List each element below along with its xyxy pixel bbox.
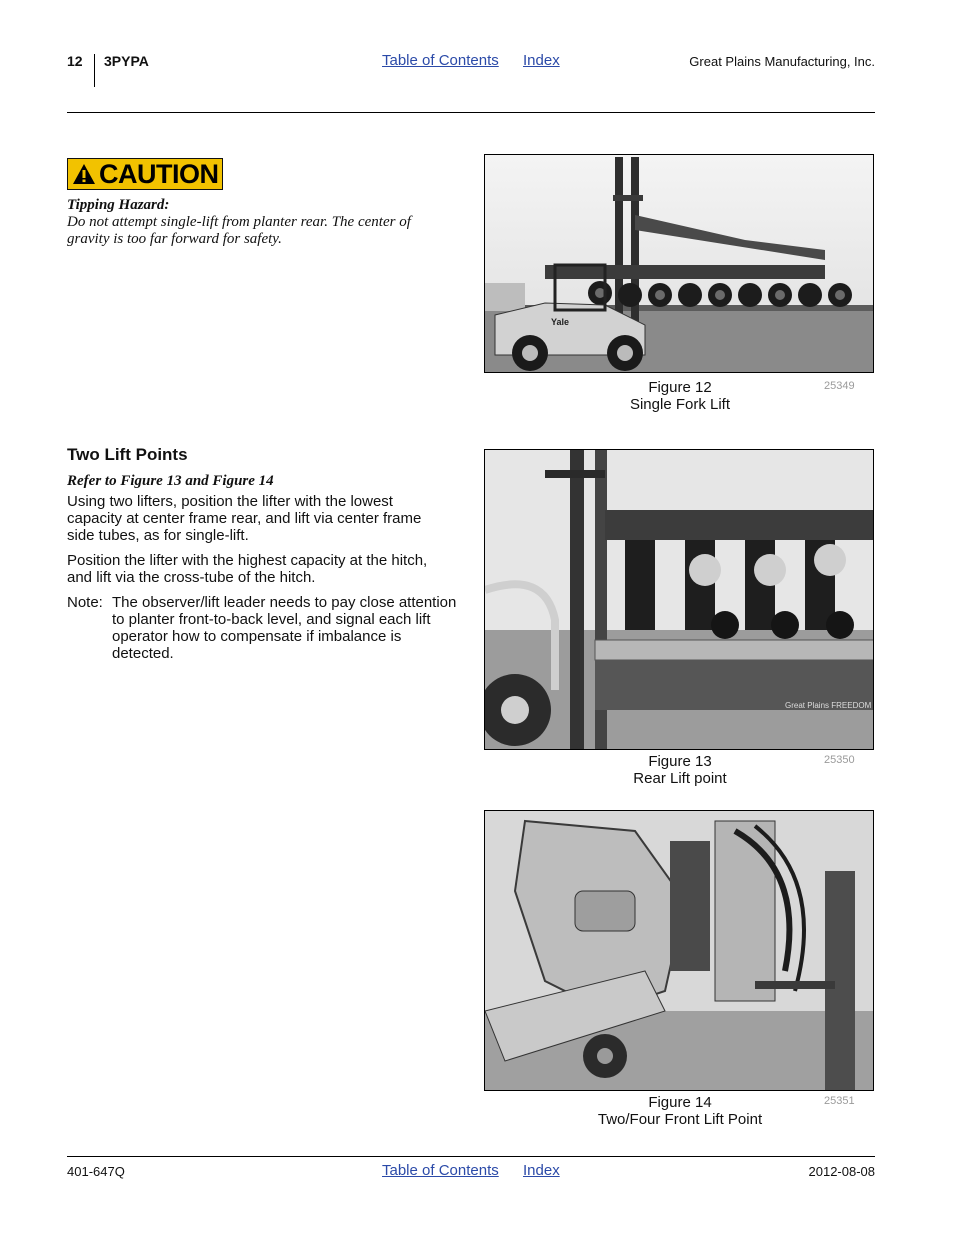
document-date: 2012-08-08 <box>808 1164 875 1179</box>
model-name: 3PYPA <box>104 53 149 69</box>
figure-12-label: Figure 12 <box>648 379 712 396</box>
document-number: 401-647Q <box>67 1164 125 1179</box>
page-number: 12 <box>67 53 83 69</box>
toc-link-footer[interactable]: Table of Contents <box>382 1162 499 1179</box>
paragraph-2: Position the lifter with the highest capacity at the hitch, and lift via the cross-tube of the hitch. <box>67 552 428 586</box>
paragraph-1: Using two lifters, position the lifter with the lowest capacity at center frame rear, and lift via center frame side tubes, as for single-lift. <box>67 493 422 544</box>
figure-14-number: 25351 <box>824 1095 855 1107</box>
trailer-brand-text: Great Plains FREEDOM <box>785 701 872 710</box>
note-label: Note: <box>67 594 103 611</box>
toc-link-header[interactable]: Table of Contents <box>382 52 499 69</box>
figure-12-caption <box>530 379 830 413</box>
index-link-footer[interactable]: Index <box>523 1162 560 1179</box>
figure-14-label: Figure 14 <box>648 1094 712 1111</box>
figure-14-caption <box>530 1094 830 1128</box>
figure-12-title: Single Fork Lift <box>629 396 731 413</box>
note-text: The observer/lift leader needs to pay close attention to planter front-to-back level, and signal each lift operator how to compensate if imbalance is detected. <box>112 594 457 662</box>
hazard-text: Do not attempt single-lift from planter rear. The center of gravity is too far forward for safety. <box>67 214 411 247</box>
index-link-header[interactable]: Index <box>523 52 560 69</box>
figure-13-label: Figure 13 <box>648 753 712 770</box>
section-title: Two Lift Points <box>67 445 188 464</box>
header-rule <box>67 112 875 113</box>
figure-14-photo <box>484 810 874 1091</box>
figure-13-number: 25350 <box>824 754 855 766</box>
figure-13-photo <box>484 449 874 750</box>
figure-13-caption <box>530 753 830 787</box>
footer-rule <box>67 1156 875 1157</box>
figure-13-title: Rear Lift point <box>633 770 727 787</box>
figure-14-title: Two/Four Front Lift Point <box>597 1111 763 1128</box>
caution-label: CAUTION <box>99 158 219 189</box>
hazard-title: Tipping Hazard: <box>67 197 170 213</box>
caution-banner <box>67 158 223 190</box>
header-divider <box>94 54 95 87</box>
company-name: Great Plains Manufacturing, Inc. <box>689 54 875 69</box>
figure-12-number: 25349 <box>824 380 855 392</box>
figure-12-photo <box>484 154 874 373</box>
forklift-brand-text: Yale <box>551 317 570 327</box>
warning-triangle-icon <box>72 163 96 185</box>
refer-line: Refer to Figure 13 and Figure 14 <box>67 473 274 489</box>
